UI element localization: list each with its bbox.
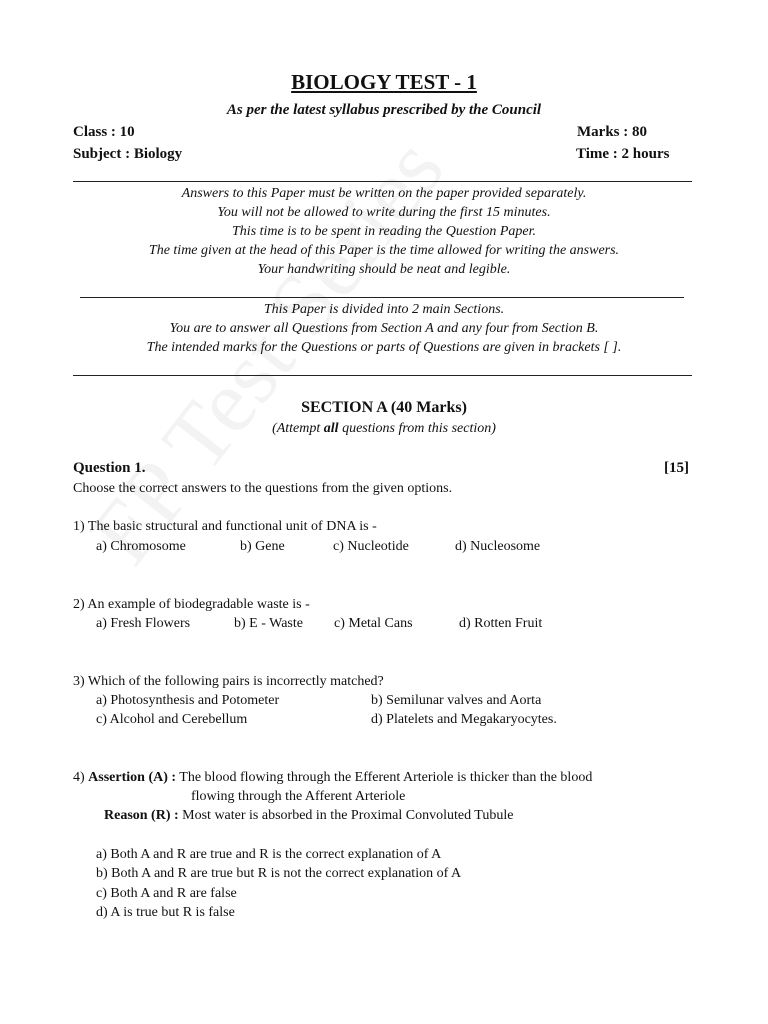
marks-label: Marks : 80 xyxy=(577,124,647,140)
divider xyxy=(80,297,684,298)
mcq-option: c) Metal Cans xyxy=(334,616,413,631)
mcq-option: b) Semilunar valves and Aorta xyxy=(371,693,542,708)
divider xyxy=(73,375,692,376)
mcq-option: c) Both A and R are false xyxy=(96,886,237,901)
paper-info-line: The intended marks for the Questions or parts of Questions are given in brackets [ ]. xyxy=(146,340,622,355)
reason-line xyxy=(104,808,513,824)
mcq-option: b) Gene xyxy=(240,539,285,554)
section-subtitle-post: questions from this section) xyxy=(338,421,496,436)
mcq-option: c) Alcohol and Cerebellum xyxy=(96,712,248,727)
mcq-question: 2) An example of biodegradable waste is - xyxy=(73,597,310,612)
mcq-option: d) A is true but R is false xyxy=(96,905,235,920)
instruction-line: You will not be allowed to write during the first 15 minutes. xyxy=(217,205,551,220)
page-subtitle: As per the latest syllabus prescribed by the Council xyxy=(226,102,542,118)
assertion-label: Assertion (A) : xyxy=(88,770,177,785)
class-label: Class : 10 xyxy=(73,124,135,140)
section-subtitle-pre: (Attempt xyxy=(272,421,324,436)
paper-info-line: You are to answer all Questions from Section A and any four from Section B. xyxy=(169,321,599,336)
instruction-line: Your handwriting should be neat and legible. xyxy=(257,262,511,277)
assertion-line xyxy=(73,770,592,786)
mcq-option: d) Rotten Fruit xyxy=(459,616,543,631)
mcq-question: 1) The basic structural and functional unit of DNA is - xyxy=(73,519,377,534)
instruction-line: Answers to this Paper must be written on the paper provided separately. xyxy=(181,186,587,201)
mcq-option: b) Both A and R are true but R is not the correct explanation of A xyxy=(96,866,462,881)
mcq-option: c) Nucleotide xyxy=(333,539,409,554)
question-number: 4) xyxy=(73,770,89,785)
mcq-option: a) Fresh Flowers xyxy=(96,616,191,631)
section-subtitle-emphasis: all xyxy=(323,421,339,436)
subject-label: Subject : Biology xyxy=(73,146,183,162)
paper-info-line: This Paper is divided into 2 main Sections. xyxy=(263,302,505,317)
section-subtitle xyxy=(0,421,768,437)
question-marks: [15] xyxy=(664,460,689,476)
mcq-option: d) Nucleosome xyxy=(455,539,541,554)
mcq-option: b) E - Waste xyxy=(234,616,303,631)
instruction-line: This time is to be spent in reading the Question Paper. xyxy=(232,224,536,239)
assertion-text: The blood flowing through the Efferent Arteriole is thicker than the blood xyxy=(176,770,593,785)
question-label: Question 1. xyxy=(73,460,146,476)
reason-text: Most water is absorbed in the Proximal Convoluted Tubule xyxy=(178,808,514,823)
question-instruction: Choose the correct answers to the questions from the given options. xyxy=(73,481,453,496)
assertion-text-continued: flowing through the Afferent Arteriole xyxy=(191,789,406,804)
time-label: Time : 2 hours xyxy=(576,146,670,162)
page-title: BIOLOGY TEST - 1 xyxy=(291,70,477,94)
mcq-option: a) Photosynthesis and Potometer xyxy=(96,693,280,708)
section-title: SECTION A (40 Marks) xyxy=(301,399,467,416)
mcq-option: d) Platelets and Megakaryocytes. xyxy=(371,712,557,727)
reason-label: Reason (R) : xyxy=(104,808,179,823)
divider xyxy=(73,181,692,182)
mcq-question: 3) Which of the following pairs is incorrectly matched? xyxy=(73,674,384,689)
mcq-option: a) Chromosome xyxy=(96,539,186,554)
mcq-option: a) Both A and R are true and R is the correct explanation of A xyxy=(96,847,442,862)
instruction-line: The time given at the head of this Paper is the time allowed for writing the answers. xyxy=(148,243,620,258)
